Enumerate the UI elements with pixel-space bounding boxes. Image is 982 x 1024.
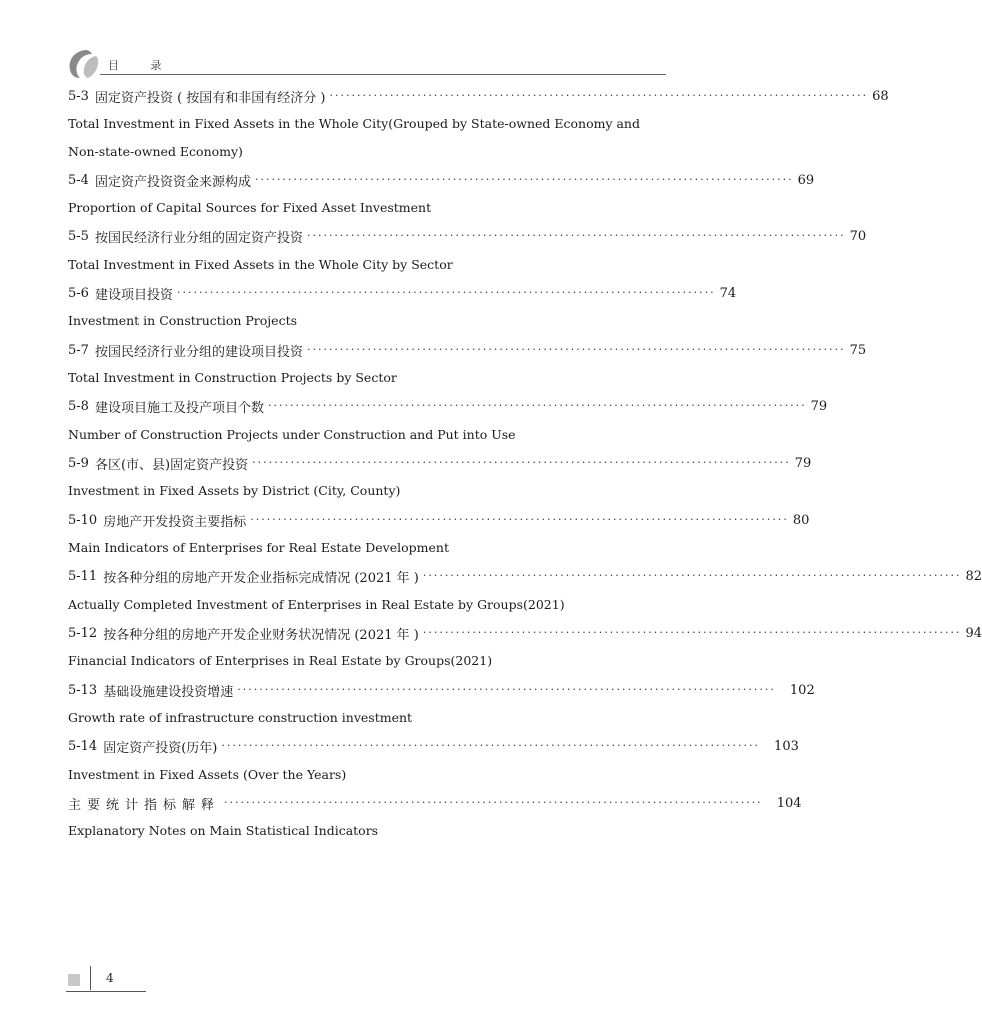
page-header — [66, 48, 666, 80]
entry-page: 80 — [792, 512, 810, 528]
entry-number: 5-8 — [68, 398, 89, 414]
entry-page: 104 — [776, 795, 802, 811]
toc-entry-5-12[interactable] — [68, 619, 982, 647]
dot-leader: ·································································································· — [252, 456, 791, 469]
entry-english-title: Actually Completed Investment of Enterprises in Real Estate by Groups(2021) — [68, 597, 565, 612]
entry-english-title: Investment in Construction Projects — [68, 313, 298, 328]
entry-title: 按国民经济行业分组的建设项目投资 — [94, 344, 303, 360]
entry-english-title: Number of Construction Projects under Construction and Put into Use — [68, 427, 516, 442]
toc-entry-5-6[interactable] — [68, 279, 737, 307]
dot-leader: ·································································································· — [254, 173, 794, 186]
entry-number: 5-11 — [68, 568, 98, 584]
toc-entry-notes[interactable] — [68, 789, 802, 817]
entry-title: 房地产开发投资主要指标 — [103, 514, 247, 530]
entry-title: 各区(市、县)固定资产投资 — [94, 457, 249, 473]
entry-english-title: Proportion of Capital Sources for Fixed Asset Investment — [68, 200, 432, 215]
entry-english-title: Total Investment in Fixed Assets in the Whole City(Grouped by State-owned Economy and Non-state-owned Economy) — [68, 116, 640, 159]
dot-leader: ·································································································· — [221, 739, 761, 752]
entry-english-title: Total Investment in Construction Projects by Sector — [68, 370, 397, 385]
dot-leader: ·································································································· — [329, 89, 869, 102]
toc-entry-5-9[interactable] — [68, 449, 812, 477]
entry-title: 按各种分组的房地产开发企业财务状况情况 (2021 年 ) — [103, 627, 419, 643]
toc-entry-5-8[interactable] — [68, 392, 828, 420]
entry-title: 固定资产投资(历年) — [103, 740, 218, 756]
toc-entry-5-14[interactable] — [68, 732, 799, 760]
dot-leader: ·································································································· — [224, 796, 763, 809]
footer-divider — [90, 966, 91, 990]
toc-entry-5-4[interactable] — [68, 166, 815, 194]
dot-leader: ·································································································· — [306, 229, 846, 242]
page-number: 4 — [106, 971, 114, 985]
entry-page: 74 — [719, 285, 737, 301]
dot-leader: ·································································································· — [422, 626, 962, 639]
footer-rule — [66, 991, 146, 992]
dot-leader: ·································································································· — [267, 399, 807, 412]
entry-number: 5-10 — [68, 512, 98, 528]
entry-number: 5-6 — [68, 285, 89, 301]
toc-entry-5-13[interactable] — [68, 676, 815, 704]
entry-number: 5-9 — [68, 455, 89, 471]
entry-english-title: Explanatory Notes on Main Statistical Indicators — [68, 823, 379, 838]
entry-title: 固定资产投资资金来源构成 — [94, 174, 251, 190]
dot-leader: ·································································································· — [176, 286, 716, 299]
entry-page: 69 — [797, 172, 815, 188]
entry-page: 75 — [849, 342, 867, 358]
entry-title: 主要统计指标解释 — [68, 797, 221, 813]
dot-leader: ·································································································· — [306, 343, 846, 356]
header-title: 目 录 — [108, 59, 176, 72]
toc-entry-5-3[interactable] — [68, 82, 889, 110]
entry-title: 按国民经济行业分组的固定资产投资 — [94, 230, 303, 246]
entry-page: 94 — [965, 625, 982, 641]
entry-number: 5-4 — [68, 172, 89, 188]
entry-page: 79 — [810, 398, 828, 414]
entry-title: 固定资产投资 ( 按国有和非国有经济分 ) — [94, 90, 326, 106]
toc-entry-5-7[interactable] — [68, 336, 867, 364]
publisher-logo-icon — [66, 48, 100, 80]
page-footer — [66, 966, 156, 996]
entry-page: 82 — [965, 568, 982, 584]
dot-leader: ·································································································· — [250, 513, 789, 526]
entry-english-title: Financial Indicators of Enterprises in Real Estate by Groups(2021) — [68, 653, 493, 668]
entry-number: 5-3 — [68, 88, 89, 104]
dot-leader: ·································································································· — [237, 683, 776, 696]
entry-english-title: Total Investment in Fixed Assets in the Whole City by Sector — [68, 257, 453, 272]
toc-entry-5-10[interactable] — [68, 506, 810, 534]
entry-number: 5-12 — [68, 625, 98, 641]
entry-title: 按各种分组的房地产开发企业指标完成情况 (2021 年 ) — [103, 570, 419, 586]
entry-number: 5-5 — [68, 228, 89, 244]
entry-page: 79 — [794, 455, 812, 471]
toc-entry-5-5[interactable] — [68, 222, 867, 250]
dot-leader: ·································································································· — [422, 569, 962, 582]
entry-english-title: Main Indicators of Enterprises for Real Estate Development — [68, 540, 449, 555]
entry-english-title: Growth rate of infrastructure construction investment — [68, 710, 413, 725]
entry-page: 70 — [849, 228, 867, 244]
footer-square-icon — [68, 974, 80, 986]
entry-title: 基础设施建设投资增速 — [103, 684, 234, 700]
entry-page: 102 — [789, 682, 815, 698]
entry-english-title: Investment in Fixed Assets by District (City, County) — [68, 483, 401, 498]
entry-title: 建设项目施工及投产项目个数 — [94, 400, 264, 416]
entry-english-title: Investment in Fixed Assets (Over the Years) — [68, 767, 347, 782]
entry-page: 103 — [774, 738, 799, 754]
header-rule — [100, 74, 666, 75]
entry-title: 建设项目投资 — [94, 287, 173, 303]
entry-number: 5-14 — [68, 738, 98, 754]
entry-page: 68 — [872, 88, 889, 104]
entry-number: 5-13 — [68, 682, 98, 698]
entry-number: 5-7 — [68, 342, 89, 358]
toc-entry-5-11[interactable] — [68, 562, 982, 590]
